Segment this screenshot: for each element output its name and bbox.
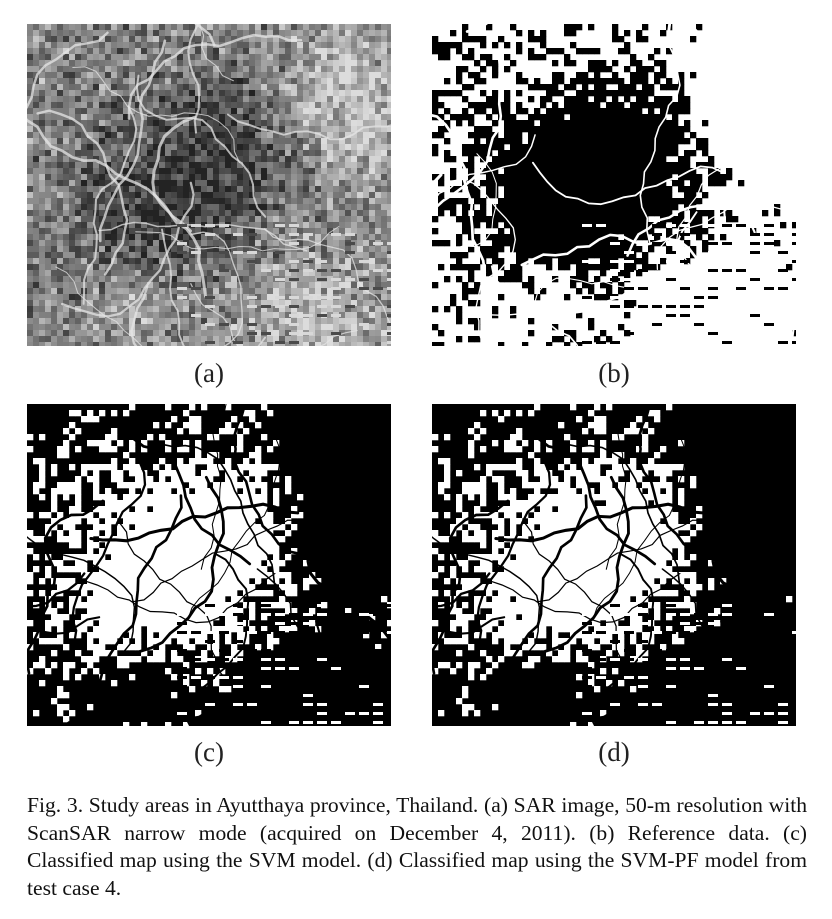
panel-c-label: (c) bbox=[194, 737, 224, 767]
panel-b-label: (b) bbox=[598, 358, 630, 388]
svm-map-svg bbox=[27, 404, 391, 726]
panel-c-svm-map bbox=[27, 404, 391, 726]
figure-caption: Fig. 3. Study areas in Ayutthaya province, Thailand. (a) SAR image, 50-m resolution with ScanSAR narrow mode (acquired on December 4, 2011). (b) Reference data. (c) Classified map using the SVM model. (d) Classified map using the SVM-PF model from test case 4. bbox=[27, 793, 807, 900]
panel-a-label: (a) bbox=[194, 358, 224, 388]
panel-b-reference-data bbox=[432, 24, 796, 346]
sar-image-svg bbox=[27, 24, 391, 346]
panel-d-svm-pf-map bbox=[432, 404, 796, 726]
panel-a-sar-image bbox=[27, 24, 391, 346]
panel-d-label: (d) bbox=[598, 737, 630, 767]
reference-data-svg bbox=[432, 24, 796, 346]
svm-pf-map-svg bbox=[432, 404, 796, 726]
